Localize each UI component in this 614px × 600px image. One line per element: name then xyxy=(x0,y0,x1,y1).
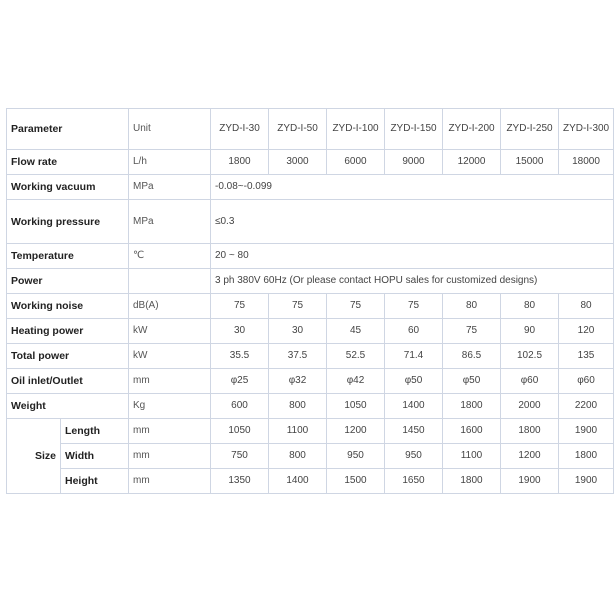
table-cell: 80 xyxy=(559,294,614,319)
power-row xyxy=(7,269,614,294)
row-label: Width xyxy=(61,444,129,469)
table-cell: 15000 xyxy=(501,150,559,175)
model-header: ZYD-I-30 xyxy=(211,109,269,150)
table-cell: φ32 xyxy=(269,369,327,394)
table-cell: 750 xyxy=(211,444,269,469)
row-label: Heating power xyxy=(7,319,129,344)
table-cell: 80 xyxy=(443,294,501,319)
row-label: Total power xyxy=(7,344,129,369)
table-cell: φ60 xyxy=(501,369,559,394)
table-cell: 600 xyxy=(211,394,269,419)
table-cell: 3 ph 380V 60Hz (Or please contact HOPU sales for customized designs) xyxy=(211,269,614,294)
table-cell: 1900 xyxy=(559,469,614,494)
table-cell: 800 xyxy=(269,394,327,419)
table-cell: 1400 xyxy=(269,469,327,494)
table-cell: 135 xyxy=(559,344,614,369)
table-cell: 1500 xyxy=(327,469,385,494)
table-cell: 3000 xyxy=(269,150,327,175)
table-cell: 1050 xyxy=(211,419,269,444)
working-pressure-row xyxy=(7,200,614,244)
row-unit: mm xyxy=(129,419,211,444)
row-unit: dB(A) xyxy=(129,294,211,319)
table-cell: 6000 xyxy=(327,150,385,175)
table-cell: 20 ~ 80 xyxy=(211,244,614,269)
table-cell: 35.5 xyxy=(211,344,269,369)
size-label: Size xyxy=(7,419,61,494)
model-header: ZYD-I-150 xyxy=(385,109,443,150)
table-cell: φ50 xyxy=(443,369,501,394)
row-unit: kW xyxy=(129,344,211,369)
unit-header: Unit xyxy=(129,109,211,150)
oil-inlet-outlet-row xyxy=(7,369,614,394)
table-cell: 75 xyxy=(385,294,443,319)
table-cell: 75 xyxy=(443,319,501,344)
size-length-row xyxy=(7,419,614,444)
table-cell: 1900 xyxy=(501,469,559,494)
heating-power-row xyxy=(7,319,614,344)
table-cell: 12000 xyxy=(443,150,501,175)
total-power-row xyxy=(7,344,614,369)
table-cell: φ42 xyxy=(327,369,385,394)
table-cell: 950 xyxy=(385,444,443,469)
table-cell: φ50 xyxy=(385,369,443,394)
table-cell: 1800 xyxy=(211,150,269,175)
table-cell: 1650 xyxy=(385,469,443,494)
row-unit: MPa xyxy=(129,200,211,244)
row-unit: mm xyxy=(129,369,211,394)
table-cell: 60 xyxy=(385,319,443,344)
table-cell: 1800 xyxy=(501,419,559,444)
temperature-row xyxy=(7,244,614,269)
table-cell: φ60 xyxy=(559,369,614,394)
table-cell: 1050 xyxy=(327,394,385,419)
row-unit: mm xyxy=(129,444,211,469)
row-label: Working noise xyxy=(7,294,129,319)
table-cell: 30 xyxy=(211,319,269,344)
row-unit: MPa xyxy=(129,175,211,200)
row-label: Working vacuum xyxy=(7,175,129,200)
table-cell: 18000 xyxy=(559,150,614,175)
table-cell: 9000 xyxy=(385,150,443,175)
table-cell: 1900 xyxy=(559,419,614,444)
model-header: ZYD-I-50 xyxy=(269,109,327,150)
model-header: ZYD-I-200 xyxy=(443,109,501,150)
table-cell: 2200 xyxy=(559,394,614,419)
row-label: Oil inlet/Outlet xyxy=(7,369,129,394)
table-cell: 950 xyxy=(327,444,385,469)
table-cell: 52.5 xyxy=(327,344,385,369)
header-row xyxy=(7,109,614,150)
table-cell: 75 xyxy=(327,294,385,319)
row-unit: kW xyxy=(129,319,211,344)
table-cell: φ25 xyxy=(211,369,269,394)
table-cell: 86.5 xyxy=(443,344,501,369)
table-cell: 120 xyxy=(559,319,614,344)
row-unit: Kg xyxy=(129,394,211,419)
table-cell: 1100 xyxy=(443,444,501,469)
table-cell: 1100 xyxy=(269,419,327,444)
size-width-row xyxy=(7,444,614,469)
working-noise-row xyxy=(7,294,614,319)
row-label: Working pressure xyxy=(7,200,129,244)
table-cell: 1800 xyxy=(443,469,501,494)
table-cell: 71.4 xyxy=(385,344,443,369)
parameter-header: Parameter xyxy=(7,109,129,150)
flow-rate-row xyxy=(7,150,614,175)
table-cell: 37.5 xyxy=(269,344,327,369)
row-label: Length xyxy=(61,419,129,444)
row-unit: mm xyxy=(129,469,211,494)
weight-row xyxy=(7,394,614,419)
spec-table xyxy=(6,108,614,494)
working-vacuum-row xyxy=(7,175,614,200)
table-cell: 1800 xyxy=(443,394,501,419)
row-label: Flow rate xyxy=(7,150,129,175)
model-header: ZYD-I-100 xyxy=(327,109,385,150)
row-label: Temperature xyxy=(7,244,129,269)
row-label: Power xyxy=(7,269,129,294)
table-cell: 1200 xyxy=(501,444,559,469)
row-unit: ℃ xyxy=(129,244,211,269)
table-cell: 75 xyxy=(269,294,327,319)
table-cell: 1600 xyxy=(443,419,501,444)
table-cell: 80 xyxy=(501,294,559,319)
table-cell: 1800 xyxy=(559,444,614,469)
row-label: Height xyxy=(61,469,129,494)
table-cell: 102.5 xyxy=(501,344,559,369)
table-cell: ≤0.3 xyxy=(211,200,614,244)
table-cell: 90 xyxy=(501,319,559,344)
size-height-row xyxy=(7,469,614,494)
table-cell: 1450 xyxy=(385,419,443,444)
table-cell: 1400 xyxy=(385,394,443,419)
table-cell: 800 xyxy=(269,444,327,469)
table-cell: 75 xyxy=(211,294,269,319)
table-cell: 30 xyxy=(269,319,327,344)
row-unit: L/h xyxy=(129,150,211,175)
model-header: ZYD-I-300 xyxy=(559,109,614,150)
row-unit xyxy=(129,269,211,294)
table-cell: 1200 xyxy=(327,419,385,444)
model-header: ZYD-I-250 xyxy=(501,109,559,150)
table-cell: -0.08~-0.099 xyxy=(211,175,614,200)
table-cell: 1350 xyxy=(211,469,269,494)
table-cell: 2000 xyxy=(501,394,559,419)
row-label: Weight xyxy=(7,394,129,419)
table-cell: 45 xyxy=(327,319,385,344)
